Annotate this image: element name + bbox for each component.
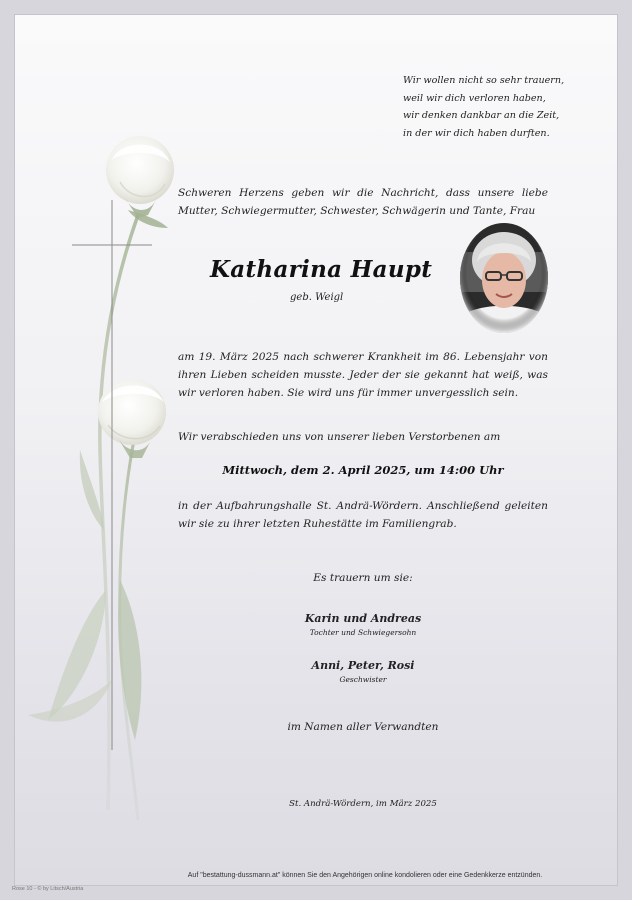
mourners-heading: Es trauern um sie: [313,572,413,584]
portrait-photo [459,222,549,334]
poem-line: in der wir dich haben durften. [403,127,550,139]
image-credit: Rose 10 - © by Litsch/Austria [12,886,84,892]
poem-line: Wir wollen nicht so sehr trauern, [403,75,565,86]
relatives-note: im Namen aller Verwandten [287,721,439,733]
poem-line: weil wir dich verloren haben, [403,92,546,104]
place-and-date: St. Andrä-Wördern, im März 2025 [289,799,437,809]
mourner-name: Karin und Andreas [304,612,422,625]
farewell-text: Wir verabschieden uns von unserer lieben Verstorbenen am [178,431,501,443]
intro-text: Schweren Herzens geben wir die Nachricht, dass unsere liebe Mutter, Schwiegermutter, Schwester, Schwägerin und Tante, Frau [178,187,548,217]
maiden-name: geb. Weigl [290,292,344,303]
footer-note: Auf "bestattung-dussmann.at" können Sie den Angehörigen online kondolieren oder eine Gedenkkerze entzünden. [187,872,543,879]
funeral-date: Mittwoch, dem 2. April 2025, um 14:00 Uhr [222,463,504,477]
mourner-name: Anni, Peter, Rosi [311,659,415,672]
funeral-location: in der Aufbahrungshalle St. Andrä-Wördern. Anschließend geleiten wir sie zu ihrer letzten Ruhestätte im Familiengrab. [178,500,548,530]
deceased-name: Katharina Haupt [210,256,433,283]
death-announcement: am 19. März 2025 nach schwerer Krankheit im 86. Lebensjahr von ihren Lieben scheiden musste. Jeder der sie gekannt hat weiß, was wir verloren haben. Sie wird uns für immer unvergesslich sein. [178,351,548,399]
poem-line: wir denken dankbar an die Zeit, [403,110,560,121]
mourner-relation: Tochter und Schwiegersohn [309,628,417,637]
mourner-relation: Geschwister [339,675,387,684]
white-rose-cross-decoration [20,120,190,840]
poem [403,72,593,142]
